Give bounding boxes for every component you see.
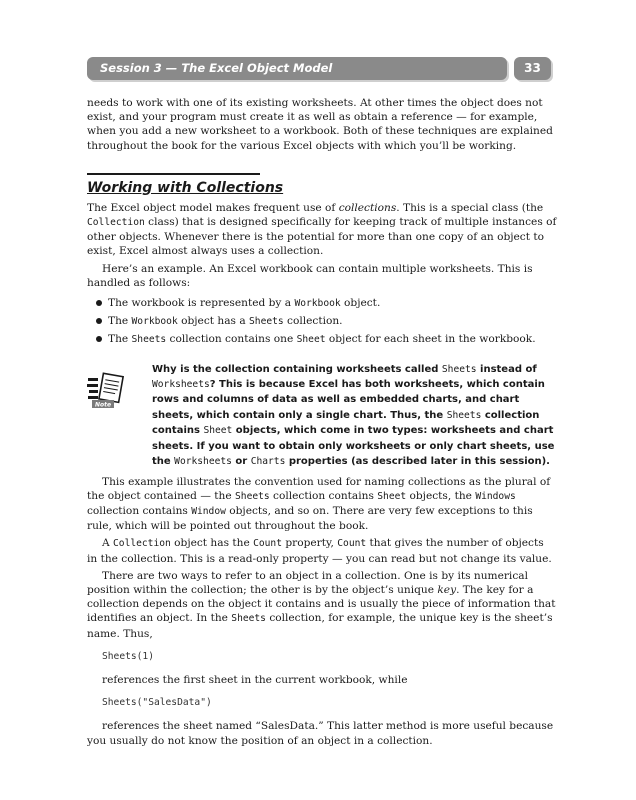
collections-paragraph: The Excel object model makes frequent use of collections. This is a special class (the Collection class) that is designed specifically for keeping track of multiple instances of other objects. Whenever there is the potential for more than one copy of an object to exist, Excel almost always uses a collection. — [87, 201, 557, 258]
list-item: The Sheets collection contains one Sheet object for each sheet in the workbook. — [96, 332, 557, 347]
page-number-box — [514, 57, 551, 80]
svg-text:Note: Note — [94, 401, 112, 408]
running-header — [87, 57, 507, 80]
page-number: 33 — [524, 61, 541, 75]
bullet-icon — [96, 300, 102, 306]
named-sheet-paragraph: references the sheet named “SalesData.” This latter method is more useful because you usually do not know the position of an object in a collection. — [87, 720, 554, 747]
intro-paragraph: needs to work with one of its existing worksheets. At other times the object does not exist, and your program must create it as well as obtain a reference — for example, when you add a new worksheet to a workbook. Both of these techniques are explained throughout the book for the various Excel objects with which you’ll be working. — [87, 97, 553, 152]
section-rule — [87, 173, 260, 175]
note-text: Why is the collection containing worksheets called Sheets instead of Worksheets? This is because Excel has both worksheets, which contain rows and columns of data as well as embedded charts, and chart sheets, which contain only a single chart. Thus, the Sheets collection contains Sheet objects, which come in two types: worksheets and chart sheets. If you want to obtain only worksheets or only chart sheets, use the Worksheets or Charts properties (as described later in this session). — [152, 363, 555, 468]
list-item: The Workbook object has a Sheets collection. — [96, 314, 557, 329]
bullet-icon — [96, 318, 102, 324]
reference-paragraph: There are two ways to refer to an object in a collection. One is by its numerical position within the collection; the other is by the object’s unique key. The key for a collection depends on the object it contains and is usually the piece of information that identifies an object. In the Sheets collection, for example, the unique key is the sheet’s name. Thus, — [87, 569, 556, 640]
count-paragraph: A Collection object has the Count property, Count that gives the number of objects in the collection. This is a read-only property — you can read but not change its value. — [87, 537, 552, 565]
note-box — [87, 362, 557, 472]
bullet-icon — [96, 336, 102, 342]
first-sheet-paragraph: references the first sheet in the current workbook, while — [102, 674, 408, 687]
list-item: The workbook is represented by a Workbook object. — [96, 296, 557, 311]
example-paragraph: Here’s an example. An Excel workbook can contain multiple worksheets. This is handled as follows: — [87, 262, 533, 289]
code-line: Sheets(1) — [102, 650, 154, 662]
page-body — [87, 96, 557, 748]
section-heading: Working with Collections — [87, 179, 284, 196]
note-icon — [87, 372, 127, 408]
bullet-list — [87, 296, 557, 348]
naming-convention-paragraph: This example illustrates the convention used for naming collections as the plural of the object contained — the Sheets collection contains Sheet objects, the Windows collection contains Window objects, and so on. There are very few exceptions to this rule, which will be pointed out throughout the book. — [87, 475, 551, 533]
code-line: Sheets("SalesData") — [102, 697, 212, 709]
header-title: Session 3 — The Excel Object Model — [100, 61, 333, 75]
